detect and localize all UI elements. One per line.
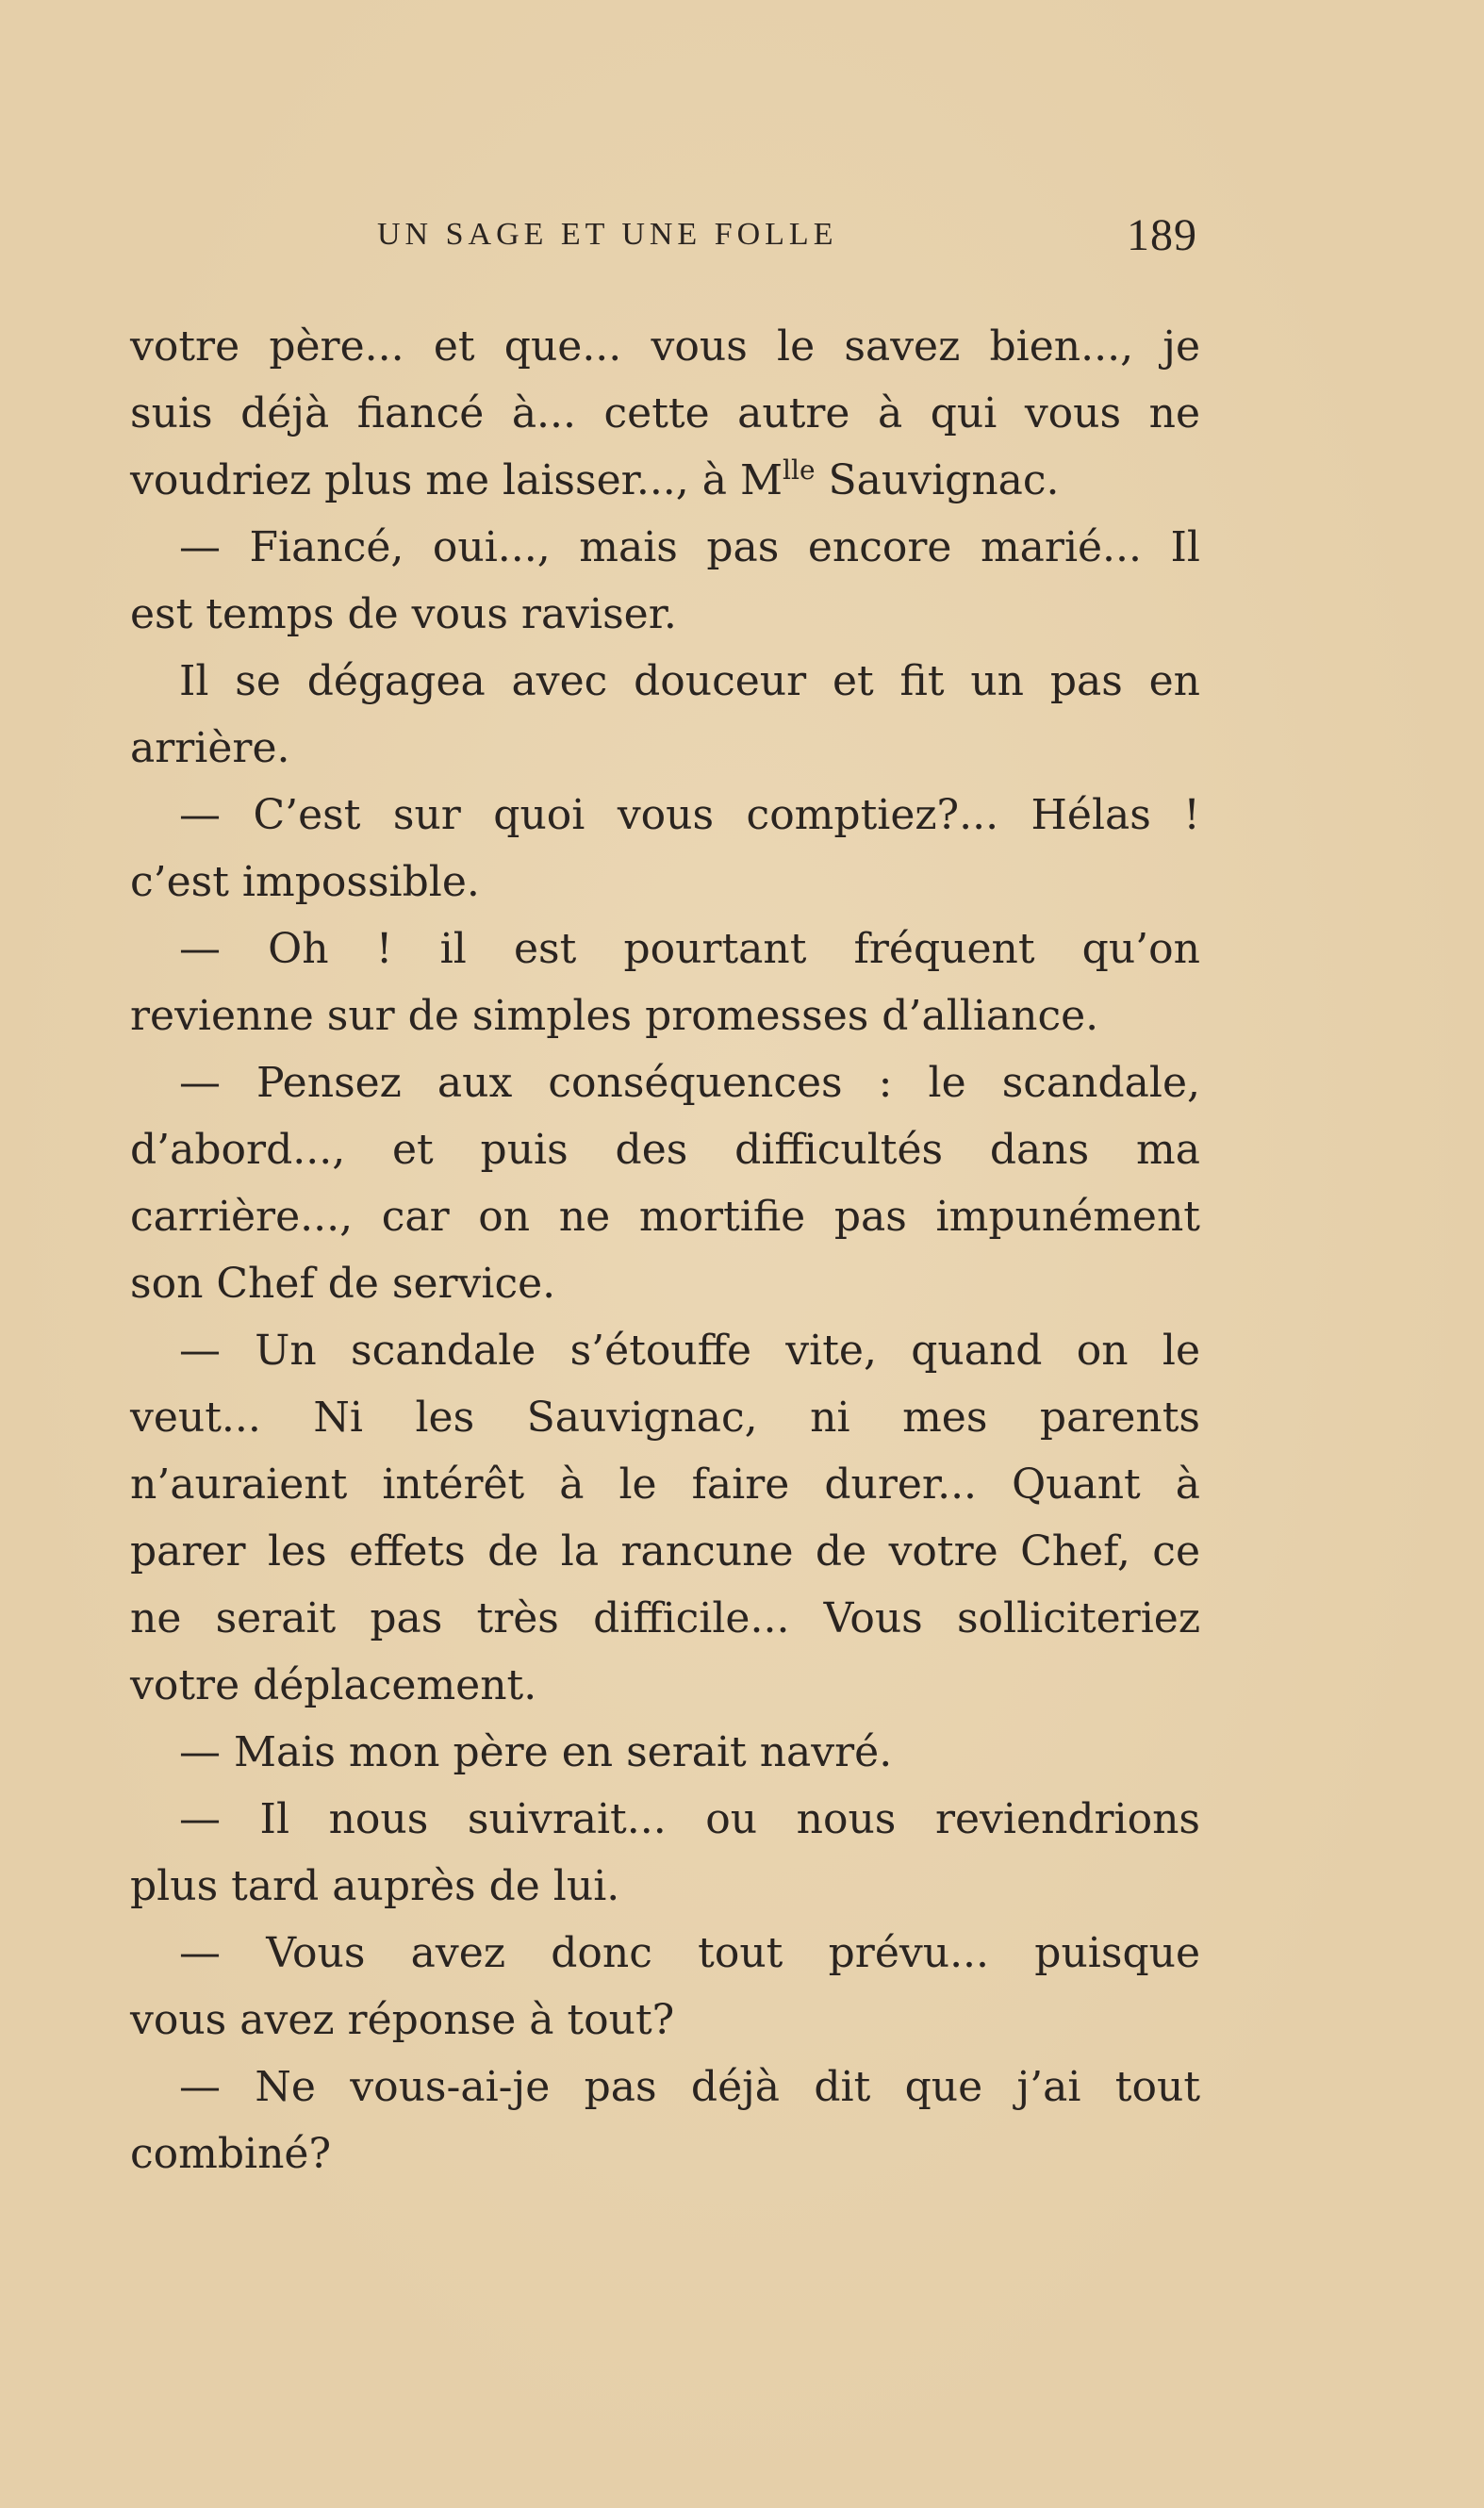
text-line: votre père... et que... vous le savez bien..., je [130, 322, 1200, 371]
body-text [130, 313, 1200, 2187]
paragraph [130, 1317, 1200, 1719]
text-line: Il se dégagea avec douceur et fit un pas en [179, 657, 1200, 705]
text-line: n’auraient intérêt à le faire durer... Quant à [130, 1460, 1200, 1509]
text-line: parer les effets de la rancune de votre Chef, ce [130, 1527, 1200, 1576]
text-fragment: voudriez plus me laisser..., à M [130, 456, 783, 504]
running-head [130, 209, 1197, 266]
text-line: votre déplacement. [130, 1661, 537, 1709]
text-line: vous avez réponse à tout? [130, 1996, 675, 2044]
text-line: est temps de vous raviser. [130, 590, 677, 638]
text-line: — Fiancé, oui..., mais pas encore marié... Il [179, 523, 1200, 571]
text-line: — Il nous suivrait... ou nous reviendrions [179, 1795, 1200, 1843]
text-line: — Un scandale s’étouffe vite, quand on le [179, 1327, 1200, 1375]
paragraph [130, 1049, 1200, 1317]
text-line: — Vous avez donc tout prévu... puisque [179, 1929, 1200, 1977]
text-line: d’abord..., et puis des difficultés dans ma [130, 1126, 1200, 1174]
paragraph [130, 514, 1200, 648]
text-line: plus tard auprès de lui. [130, 1862, 620, 1910]
paragraph [130, 1786, 1200, 1920]
text-line: combiné? [130, 2130, 332, 2178]
text-line: — Mais mon père en serait navré. [179, 1728, 893, 1776]
text-line: — Ne vous-ai-je pas déjà dit que j’ai tout [179, 2063, 1200, 2111]
paragraph [130, 313, 1200, 514]
text-line [130, 447, 1200, 514]
text-line: carrière..., car on ne mortifie pas impunément [130, 1193, 1200, 1241]
text-line: son Chef de service. [130, 1260, 556, 1308]
text-line: revienne sur de simples promesses d’alliance. [130, 992, 1099, 1040]
text-line: arrière. [130, 724, 290, 772]
paragraph [130, 1719, 1200, 1786]
paragraph [130, 648, 1200, 782]
text-line: veut... Ni les Sauvignac, ni mes parents [130, 1394, 1200, 1442]
text-line: suis déjà fiancé à... cette autre à qui vous ne [130, 389, 1200, 437]
paragraph [130, 1920, 1200, 2054]
text-line: ne serait pas très difficile... Vous solliciteriez [130, 1594, 1200, 1642]
paragraph [130, 2054, 1200, 2187]
text-line: — C’est sur quoi vous comptiez?... Hélas ! [179, 791, 1200, 839]
text-line: — Pensez aux conséquences : le scandale, [179, 1059, 1200, 1107]
superscript: lle [783, 454, 816, 486]
text-fragment: Sauvignac. [815, 456, 1060, 504]
text-line: — Oh ! il est pourtant fréquent qu’on [179, 925, 1200, 973]
paragraph [130, 916, 1200, 1049]
paragraph [130, 782, 1200, 916]
page-number: 189 [1127, 210, 1197, 260]
running-title: UN SAGE ET UNE FOLLE [377, 217, 838, 252]
text-line: c’est impossible. [130, 858, 480, 906]
